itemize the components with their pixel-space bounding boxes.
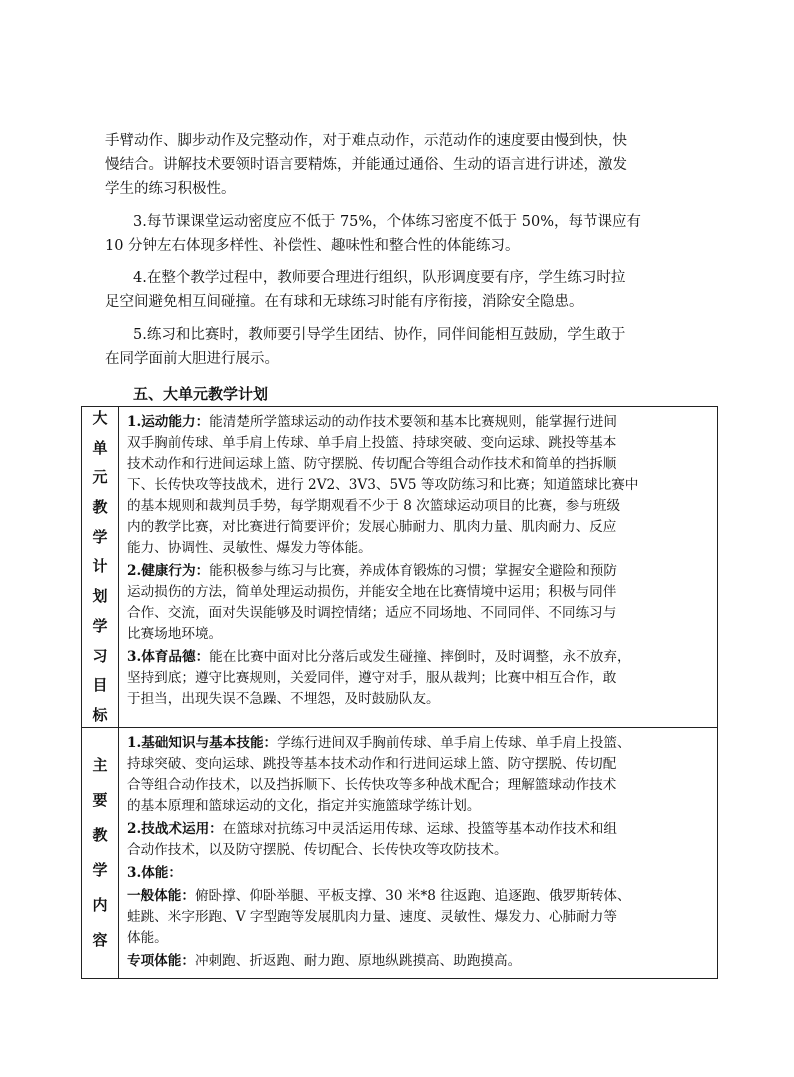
label-char: 学 xyxy=(92,861,108,879)
goal-motor-ability xyxy=(127,412,711,559)
content-heading: 2.技战术运用： xyxy=(127,821,223,837)
label-char: 要 xyxy=(92,791,108,809)
text-line: 能清楚所学篮球运动的动作技术要领和基本比赛规则，能掌握行进间 xyxy=(209,414,617,430)
goal-heading: 2.健康行为： xyxy=(127,563,210,579)
text-line: 合作、交流，面对失误能够及时调控情绪；适应不同场地、不同同伴、不同练习与 xyxy=(127,605,617,621)
text-line: 手臂动作、脚步动作及完整动作，对于难点动作，示范动作的速度要由慢到快，快 xyxy=(105,133,627,149)
contents-label-cell xyxy=(82,728,119,979)
label-char: 习 xyxy=(92,646,108,665)
paragraph-organization xyxy=(105,266,695,314)
content-heading: 一般体能： xyxy=(127,888,195,904)
text-line: 的基本规则和裁判员手势，每学期观看不少于 8 次篮球运动项目的比赛，参与班级 xyxy=(127,498,621,514)
text-line: 运动损伤的方法，简单处理运动损伤，并能安全地在比赛情境中运用；积极与同伴 xyxy=(127,584,617,600)
text-line: 在同学面前大胆进行展示。 xyxy=(105,351,279,367)
text-line: 坚持到底；遵守比赛规则，关爱同伴，遵守对手，服从裁判；比赛中相互合作，敢 xyxy=(127,670,617,686)
content-special-fitness xyxy=(127,951,711,972)
text-line: 蛙跳、米字形跑、V 字型跑等发展肌肉力量、速度、灵敏性、爆发力、心肺耐力等 xyxy=(127,909,617,925)
goal-health-behavior xyxy=(127,561,711,645)
text-line: 在篮球对抗练习中灵活运用传球、运球、投篮等基本动作技术和组 xyxy=(222,821,617,837)
goal-sportsmanship xyxy=(127,647,711,710)
text-line: 的基本原理和篮球运动的文化，指定并实施篮球学练计划。 xyxy=(127,798,481,814)
label-char: 目 xyxy=(92,676,108,695)
goals-label-cell xyxy=(82,407,119,728)
label-char: 标 xyxy=(92,705,108,724)
content-heading: 3.体能： xyxy=(127,865,182,881)
text-line: 技术动作和行进间运球上篮、防守摆脱、传切配合等组合动作技术和简单的挡拆顺 xyxy=(127,456,617,472)
content-fitness xyxy=(127,863,711,884)
text-line: 内的教学比赛，对比赛进行简要评价；发展心肺耐力、肌肉力量、肌肉耐力、反应 xyxy=(127,519,617,535)
text-line: 于担当，出现失误不急躁、不埋怨，及时鼓励队友。 xyxy=(127,691,440,707)
label-char: 学 xyxy=(92,616,108,635)
label-char: 教 xyxy=(92,498,108,517)
label-char: 计 xyxy=(92,557,108,576)
content-heading: 专项体能： xyxy=(127,953,195,969)
text-line: 双手胸前传球、单手肩上传球、单手肩上投篮、持球突破、变向运球、跳投等基本 xyxy=(127,435,617,451)
goal-heading: 3.体育品德： xyxy=(127,649,210,665)
text-line: 足空间避免相互间碰撞。在有球和无球练习时能有序衔接，消除安全隐患。 xyxy=(105,294,584,310)
label-char: 教 xyxy=(92,826,108,844)
text-line: 能在比赛中面对比分落后或发生碰撞、摔倒时，及时调整，永不放弃， xyxy=(209,649,631,665)
contents-vertical-label xyxy=(82,728,118,978)
text-line: 持球突破、变向运球、跳投等基本技术动作和行进间运球上篮、防守摆脱、传切配 xyxy=(127,756,617,772)
text-line: 10 分钟左右体现多样性、补偿性、趣味性和整合性的体能练习。 xyxy=(105,238,520,254)
goals-content-cell xyxy=(119,407,718,728)
text-line: 3.每节课课堂运动密度应不低于 75%，个体练习密度不低于 50%，每节课应有 xyxy=(133,214,642,230)
table-row-goals xyxy=(82,407,718,728)
table-row-contents xyxy=(82,728,718,979)
label-char: 大 xyxy=(92,409,108,427)
content-basic-skills xyxy=(127,733,711,817)
text-line: 冲刺跑、折返跑、耐力跑、原地纵跳摸高、助跑摸高。 xyxy=(194,953,522,969)
text-line: 学练行进间双手胸前传球、单手肩上传球、单手肩上投篮、 xyxy=(277,735,631,751)
label-char: 元 xyxy=(92,468,108,487)
label-char: 划 xyxy=(92,587,108,606)
label-char: 主 xyxy=(92,756,108,774)
text-line: 俯卧撑、仰卧举腿、平板支撑、30 米*8 往返跑、追逐跑、俄罗斯转体、 xyxy=(194,888,631,904)
label-char: 内 xyxy=(92,896,108,914)
text-line: 下、长传快攻等技战术，进行 2V2、3V3、5V5 等攻防练习和比赛；知道篮球比赛中 xyxy=(127,477,639,493)
paragraph-demonstration xyxy=(105,129,695,201)
text-line: 慢结合。讲解技术要领时语言要精炼，并能通过通俗、生动的语言进行讲述，激发 xyxy=(105,157,627,173)
text-line: 比赛场地环境。 xyxy=(127,626,223,642)
text-line: 5.练习和比赛时，教师要引导学生团结、协作，同伴间能相互鼓励，学生敢于 xyxy=(133,327,626,343)
label-char: 容 xyxy=(92,931,108,949)
text-line: 体能。 xyxy=(127,930,168,946)
content-heading: 1.基础知识与基本技能： xyxy=(127,735,278,751)
text-line: 能积极参与练习与比赛，养成体育锻炼的习惯；掌握安全避险和预防 xyxy=(209,563,617,579)
text-line: 合等组合动作技术，以及挡拆顺下、长传快攻等多种战术配合；理解篮球动作技术 xyxy=(127,777,617,793)
label-char: 学 xyxy=(92,527,108,546)
section-title: 五、大单元教学计划 xyxy=(133,385,269,403)
unit-plan-table xyxy=(81,406,718,979)
content-tactics xyxy=(127,819,711,861)
contents-content-cell xyxy=(119,728,718,979)
goal-heading: 1.运动能力： xyxy=(127,414,210,430)
text-line: 能力、协调性、灵敏性、爆发力等体能。 xyxy=(127,540,372,556)
content-general-fitness xyxy=(127,886,711,949)
text-line: 4.在整个教学过程中，教师要合理进行组织，队形调度要有序，学生练习时拉 xyxy=(133,270,626,286)
text-line: 学生的练习积极性。 xyxy=(105,181,236,197)
paragraph-cooperation xyxy=(105,323,695,371)
label-char: 单 xyxy=(92,438,108,457)
text-line: 合动作技术，以及防守摆脱、传切配合、长传快攻等攻防技术。 xyxy=(127,842,508,858)
goals-vertical-label xyxy=(82,407,118,727)
paragraph-density xyxy=(105,210,695,258)
